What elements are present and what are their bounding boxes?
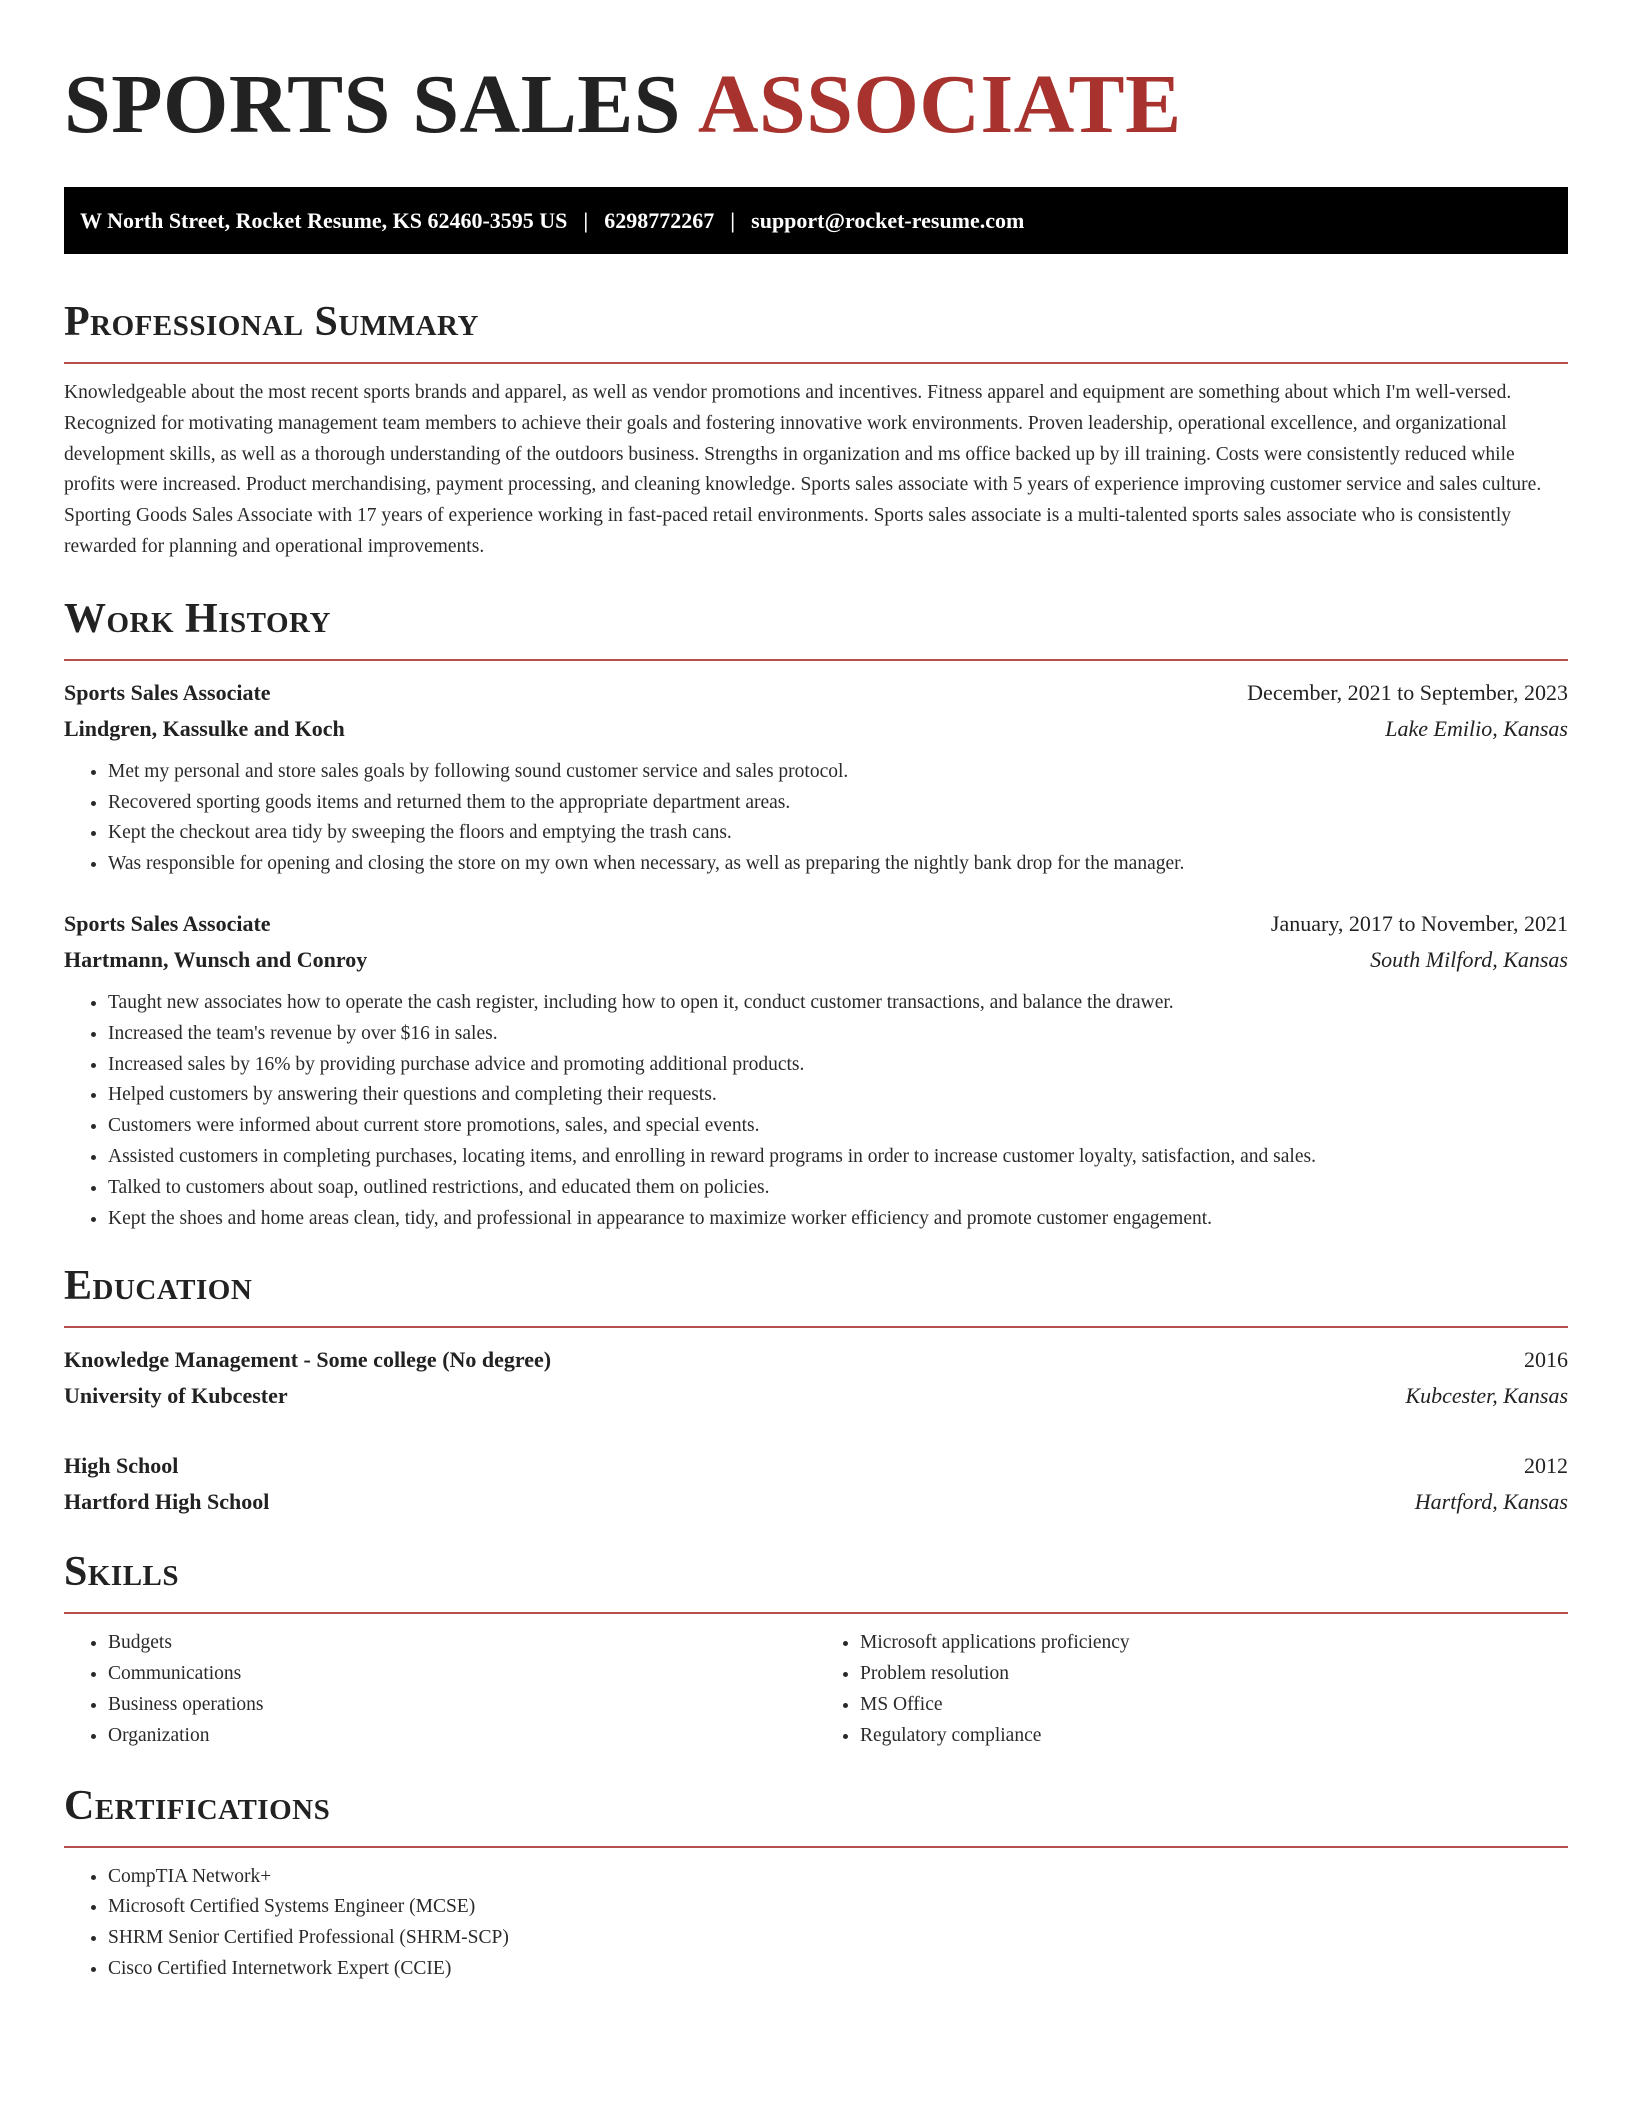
job-bullet: • Was responsible for opening and closing the store on my own when necessary, as well as preparing the nightly bank drop for the manager. <box>108 849 1568 880</box>
job-dates: December, 2021 to September, 2023 <box>1247 679 1568 705</box>
job-company-row <box>64 711 1568 747</box>
skill-item: • Organization <box>108 1721 816 1752</box>
job-bullets <box>64 757 1568 880</box>
job-company-row <box>64 942 1568 978</box>
certification-item: • Cisco Certified Internetwork Expert (CCIE) <box>108 1954 1568 1985</box>
job-title: Sports Sales Associate <box>64 679 271 705</box>
job-bullet: • Increased sales by 16% by providing purchase advice and promoting additional products. <box>108 1050 1568 1081</box>
education-year: 2012 <box>1524 1453 1568 1479</box>
section-divider <box>64 1326 1568 1328</box>
section-heading-education: Education <box>64 1263 253 1310</box>
contact-address: W North Street, Rocket Resume, KS 62460-3595 US <box>80 207 568 233</box>
section-heading-skills: Skills <box>64 1549 180 1596</box>
certifications-section <box>64 1780 1568 1985</box>
title-accent: ASSOCIATE <box>697 58 1182 151</box>
skill-item: • Microsoft applications proficiency <box>860 1628 1568 1659</box>
skills-section <box>64 1546 1568 1751</box>
education-location: Kubcester, Kansas <box>1405 1383 1568 1409</box>
skills-list-left <box>64 1628 816 1751</box>
contact-separator: | <box>730 207 736 233</box>
job-bullet: • Talked to customers about soap, outlined restrictions, and educated them on policies. <box>108 1173 1568 1204</box>
education-school-row <box>64 1484 1568 1520</box>
contact-email[interactable]: support@rocket-resume.com <box>751 207 1025 233</box>
job-bullet: • Kept the shoes and home areas clean, tidy, and professional in appearance to maximize worker efficiency and promote customer engagement. <box>108 1204 1568 1235</box>
education-year: 2016 <box>1524 1347 1568 1373</box>
title-main: SPORTS SALES <box>64 58 681 151</box>
summary-text: Knowledgeable about the most recent sports brands and apparel, as well as vendor promotions and incentives. Fitness apparel and equipment are something about which I'm well-versed. Recognized for motivating management team members to achieve their goals and fostering innovative work environments. Proven leadership, operational excellence, and organizational development skills, as well as a thorough understanding of the outdoors business. Strengths in organization and ms office backed up by ill training. Costs were consistently reduced while profits were increased. Product merchandising, payment processing, and cleaning knowledge. Sports sales associate with 5 years of experience improving customer service and sales culture. Sporting Goods Sales Associate with 17 years of experience working in fast-paced retail environments. Sports sales associate is a multi-talented sports sales associate who is consistently rewarded for planning and operational improvements. <box>64 382 1542 557</box>
job-bullet: • Increased the team's revenue by over $16 in sales. <box>108 1019 1568 1050</box>
section-heading-certifications: Certifications <box>64 1782 331 1829</box>
education-location: Hartford, Kansas <box>1414 1489 1568 1515</box>
job-title-row <box>64 906 1568 942</box>
education-school-row <box>64 1378 1568 1414</box>
job-title-row <box>64 675 1568 711</box>
skills-grid <box>64 1628 1568 1751</box>
job-bullet: • Taught new associates how to operate the cash register, including how to open it, conduct customer transactions, and balance the drawer. <box>108 988 1568 1019</box>
section-divider <box>64 1612 1568 1614</box>
job-location: Lake Emilio, Kansas <box>1385 715 1568 741</box>
job-company: Hartmann, Wunsch and Conroy <box>64 946 368 972</box>
section-divider <box>64 1846 1568 1848</box>
skill-item: • Budgets <box>108 1628 816 1659</box>
job-location: South Milford, Kansas <box>1370 946 1568 972</box>
resume-title <box>64 0 1568 155</box>
section-divider <box>64 362 1568 364</box>
job-entry <box>64 906 1568 1234</box>
education-entry <box>64 1342 1568 1414</box>
section-heading-work: Work History <box>64 595 331 642</box>
skill-item: • Problem resolution <box>860 1659 1568 1690</box>
contact-bar <box>64 187 1568 254</box>
section-divider <box>64 659 1568 661</box>
skills-list-right <box>816 1628 1568 1751</box>
education-degree: Knowledge Management - Some college (No degree) <box>64 1347 552 1373</box>
job-bullet: • Met my personal and store sales goals by following sound customer service and sales protocol. <box>108 757 1568 788</box>
job-entry <box>64 675 1568 880</box>
skill-item: • Communications <box>108 1659 816 1690</box>
section-heading-summary: Professional Summary <box>64 299 479 345</box>
skill-item: • Regulatory compliance <box>860 1721 1568 1752</box>
job-bullet: • Customers were informed about current store promotions, sales, and special events. <box>108 1111 1568 1142</box>
certification-item: • SHRM Senior Certified Professional (SHRM-SCP) <box>108 1923 1568 1954</box>
certification-item: • CompTIA Network+ <box>108 1862 1568 1893</box>
job-dates: January, 2017 to November, 2021 <box>1270 910 1568 936</box>
certification-item: • Microsoft Certified Systems Engineer (MCSE) <box>108 1892 1568 1923</box>
education-degree: High School <box>64 1453 179 1479</box>
education-school: Hartford High School <box>64 1489 270 1515</box>
job-company: Lindgren, Kassulke and Koch <box>64 715 345 741</box>
contact-phone: 6298772267 <box>604 207 715 233</box>
education-degree-row <box>64 1448 1568 1484</box>
certifications-list <box>64 1862 1568 1985</box>
job-bullets <box>64 988 1568 1234</box>
work-history-section <box>64 593 1568 1235</box>
education-section <box>64 1260 1568 1520</box>
education-school: University of Kubcester <box>64 1383 288 1409</box>
job-bullet: • Recovered sporting goods items and returned them to the appropriate department areas. <box>108 788 1568 819</box>
skill-item: • MS Office <box>860 1690 1568 1721</box>
job-title: Sports Sales Associate <box>64 910 271 936</box>
job-bullet: • Assisted customers in completing purchases, locating items, and enrolling in reward programs in order to increase customer loyalty, satisfaction, and sales. <box>108 1142 1568 1173</box>
education-entry <box>64 1448 1568 1520</box>
education-degree-row <box>64 1342 1568 1378</box>
summary-section <box>64 296 1568 563</box>
skill-item: • Business operations <box>108 1690 816 1721</box>
job-bullet: • Helped customers by answering their questions and completing their requests. <box>108 1080 1568 1111</box>
contact-separator: | <box>583 207 589 233</box>
job-bullet: • Kept the checkout area tidy by sweeping the floors and emptying the trash cans. <box>108 818 1568 849</box>
